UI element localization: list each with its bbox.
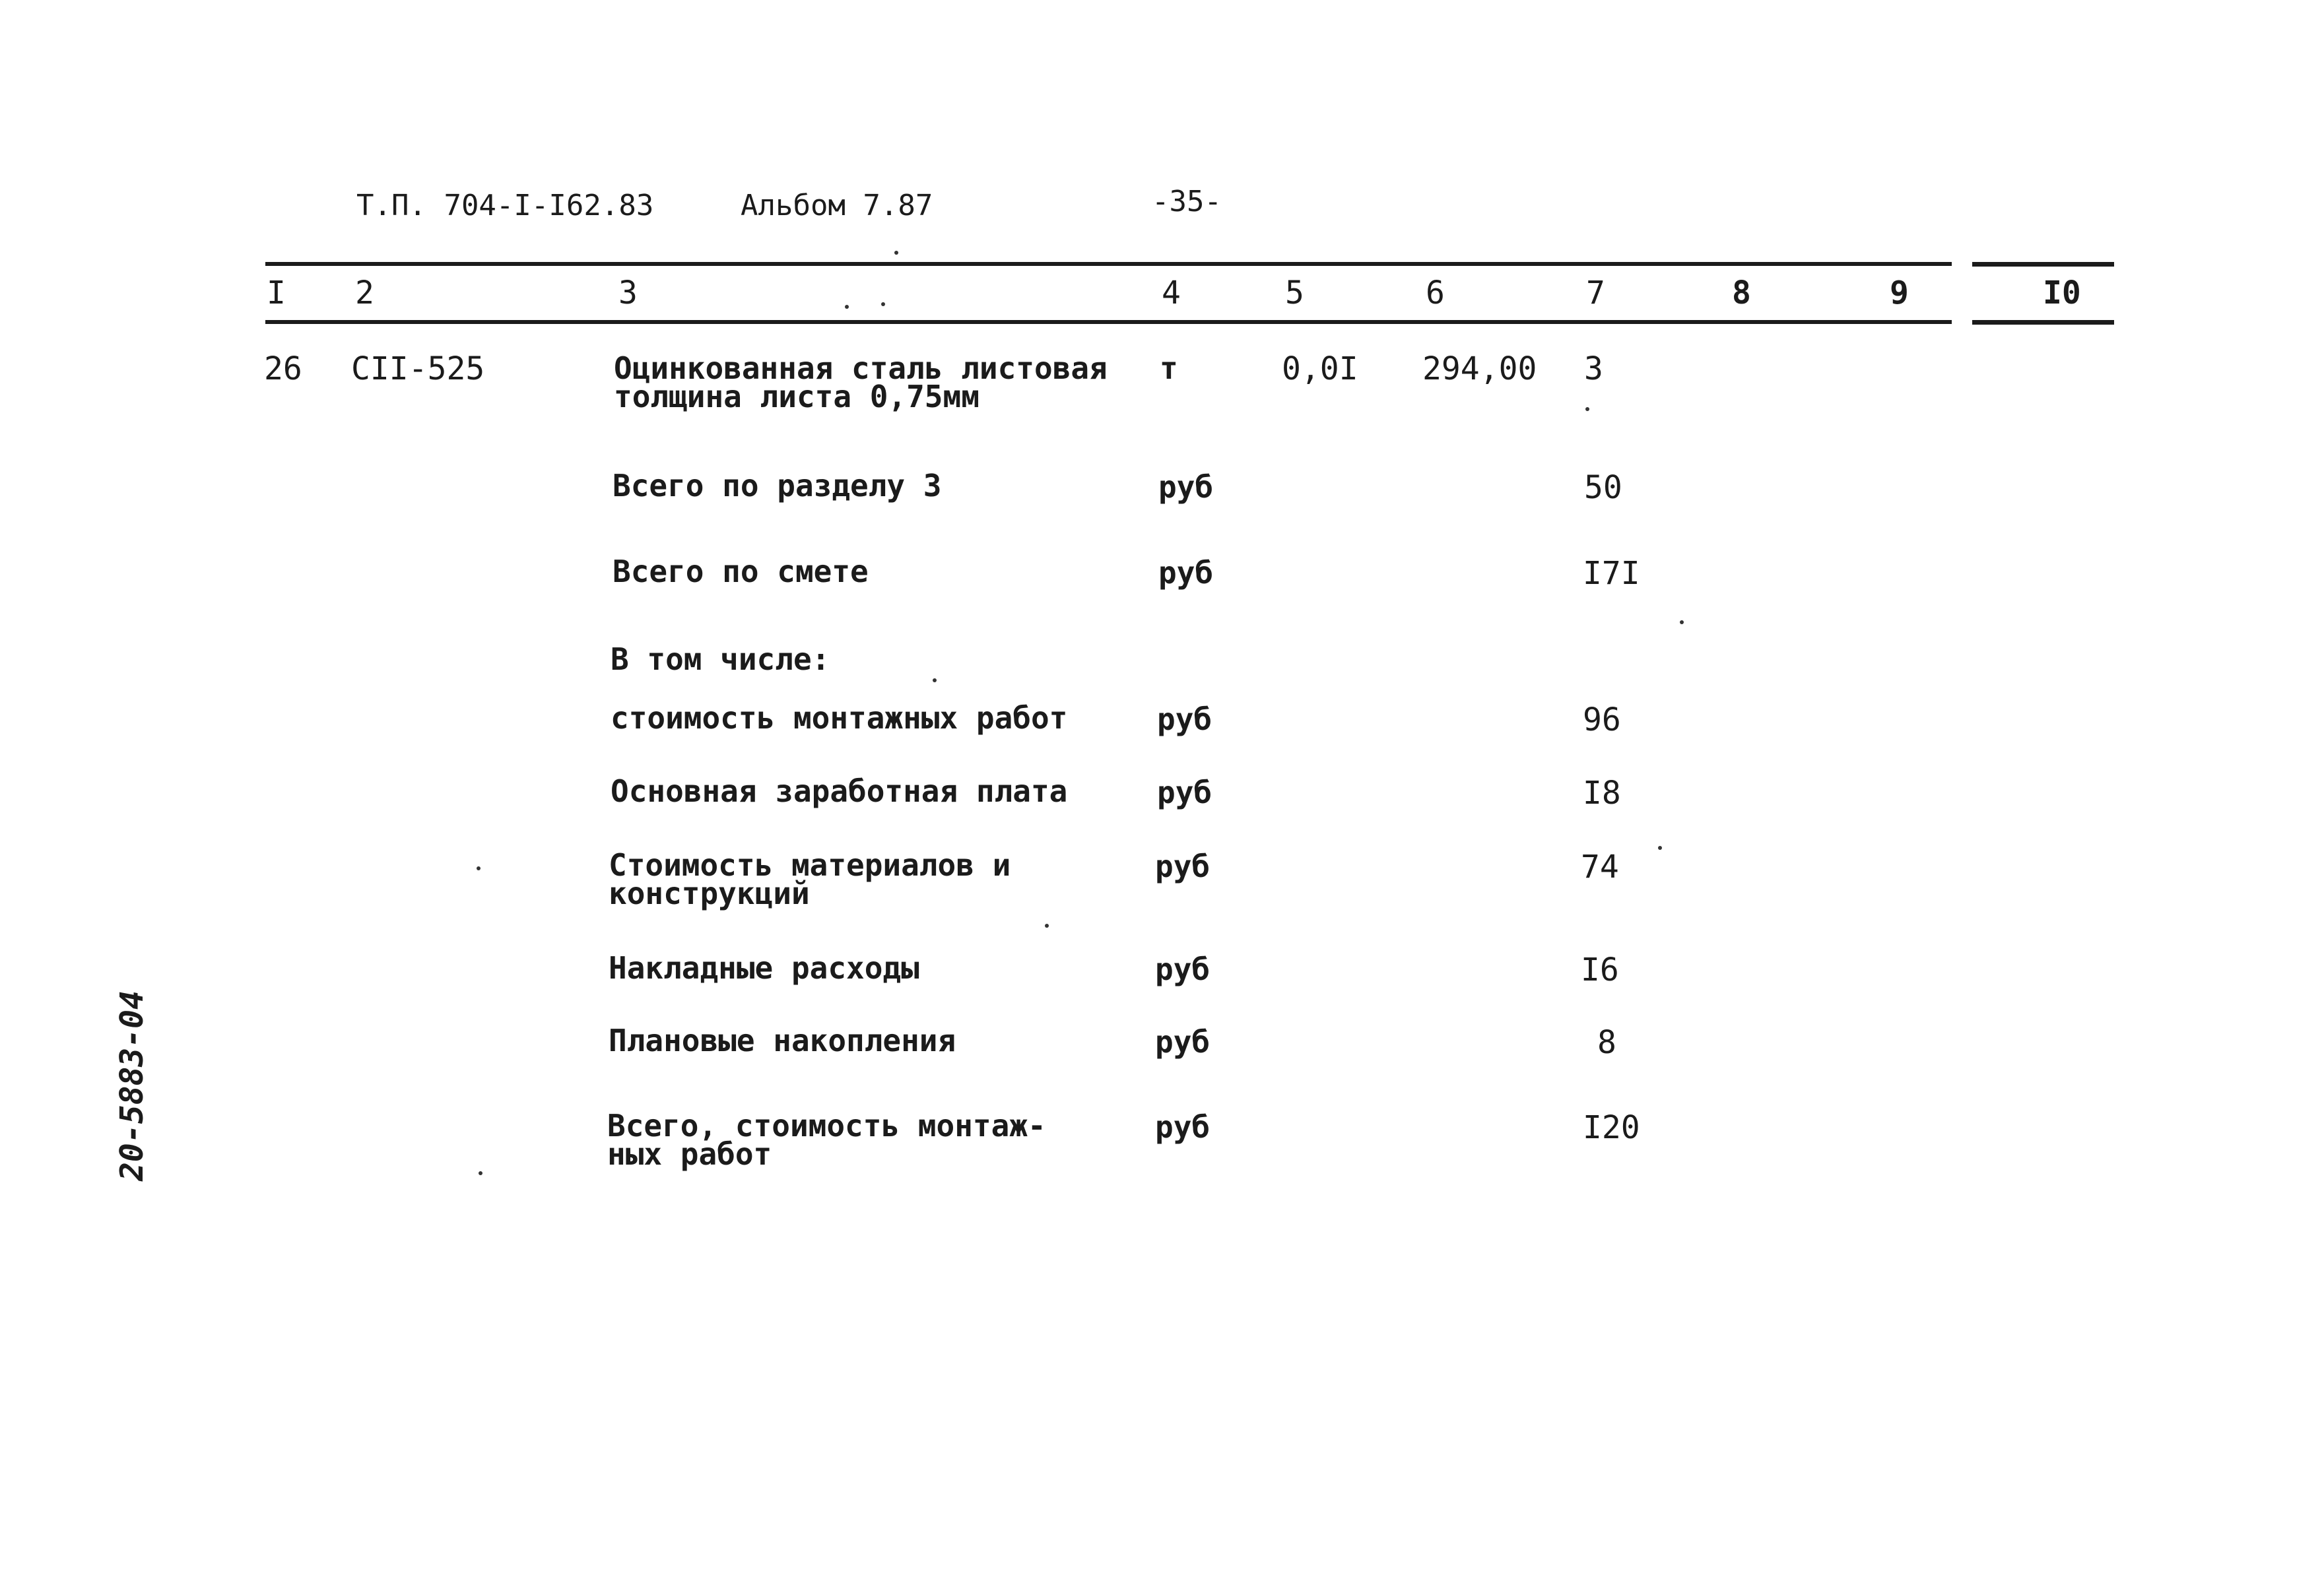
summary-section-label: Всего по разделу 3: [613, 468, 942, 503]
summary-materials-unit: руб: [1155, 849, 1211, 884]
col-header-1: I: [267, 274, 286, 311]
summary-materials-label-cont: конструкций: [609, 876, 810, 911]
summary-overhead-unit: руб: [1155, 951, 1211, 987]
summary-planned-label: Плановые накопления: [609, 1023, 956, 1058]
summary-materials-value: 74: [1581, 849, 1619, 886]
col-header-5: 5: [1285, 274, 1304, 311]
scan-speck: [894, 251, 898, 255]
col-header-2: 2: [355, 274, 374, 311]
summary-total-installation-value: I20: [1583, 1109, 1640, 1146]
summary-estimate-unit: руб: [1158, 555, 1214, 591]
album-number: Альбом 7.87: [741, 189, 933, 222]
doc-reference: Т.П. 704-I-I62.83: [356, 189, 654, 222]
header-top-rule: [265, 262, 1952, 266]
header-top-rule-right: [1972, 262, 2114, 267]
scan-speck: [479, 1171, 482, 1175]
summary-section-value: 50: [1584, 469, 1622, 506]
col-header-6: 6: [1426, 274, 1445, 311]
row-number: 26: [264, 350, 302, 387]
summary-overhead-label: Накладные расходы: [609, 950, 919, 986]
row-code: СII-525: [351, 350, 485, 387]
summary-wages-label: Основная заработная плата: [611, 773, 1068, 809]
col-header-9: 9: [1890, 274, 1909, 311]
row-total: 3: [1584, 350, 1603, 387]
summary-overhead-value: I6: [1581, 951, 1619, 988]
col-header-8: 8: [1732, 274, 1751, 311]
summary-planned-value: 8: [1597, 1024, 1616, 1061]
summary-estimate-label: Всего по смете: [613, 554, 869, 589]
summary-total-installation-label-cont: ных работ: [607, 1136, 772, 1172]
scan-speck: [1680, 620, 1684, 624]
scan-speck: [933, 678, 937, 682]
summary-materials-label: Стоимость материалов и: [609, 847, 1011, 883]
scan-speck: [477, 866, 481, 870]
summary-wages-value: I8: [1583, 775, 1621, 812]
scan-speck: [1585, 407, 1589, 411]
summary-total-installation-unit: руб: [1155, 1109, 1211, 1145]
col-header-3: 3: [618, 274, 638, 311]
row-name-line1: Оцинкованная сталь листовая: [614, 350, 1108, 386]
scan-speck: [881, 302, 885, 306]
header-bottom-rule: [265, 320, 1952, 324]
summary-wages-unit: руб: [1157, 775, 1212, 810]
header-bottom-rule-right: [1972, 320, 2114, 325]
summary-installation-value: 96: [1583, 701, 1621, 738]
summary-planned-unit: руб: [1155, 1024, 1211, 1060]
row-unit: т: [1160, 350, 1178, 386]
summary-estimate-value: I7I: [1583, 555, 1640, 592]
page-number: -35-: [1152, 185, 1222, 218]
scan-speck: [845, 305, 849, 309]
summary-total-installation-label: Всего, стоимость монтаж-: [607, 1108, 1046, 1144]
row-name-line2: толщина листа 0,75мм: [614, 379, 979, 414]
summary-installation-unit: руб: [1157, 701, 1212, 737]
row-price: 294,00: [1422, 350, 1537, 387]
row-quantity: 0,0I: [1282, 350, 1358, 387]
scan-speck: [1658, 846, 1662, 850]
summary-section-unit: руб: [1158, 469, 1214, 505]
col-header-7: 7: [1586, 274, 1605, 311]
side-stamp: 20-5883-04: [114, 990, 150, 1181]
col-header-4: 4: [1162, 274, 1181, 311]
including-heading: В том числе:: [611, 641, 830, 677]
summary-installation-label: стоимость монтажных работ: [611, 700, 1068, 736]
scan-speck: [1045, 924, 1049, 928]
col-header-10: I0: [2043, 274, 2081, 311]
